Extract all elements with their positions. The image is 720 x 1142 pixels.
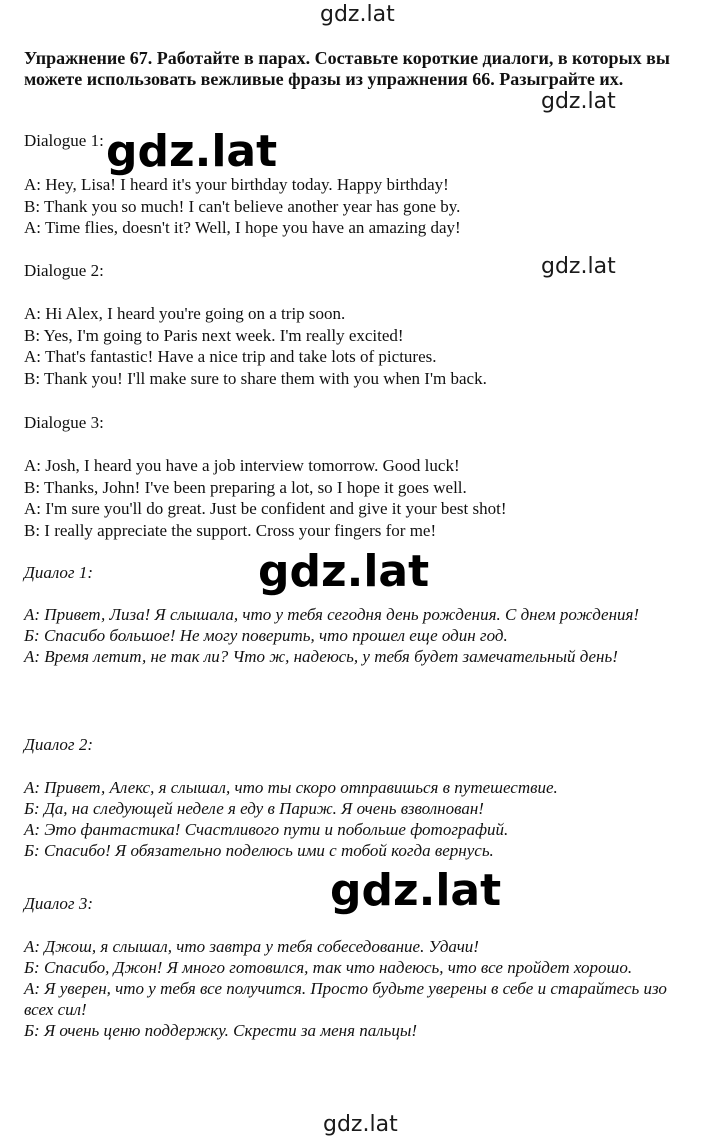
- dialog-ru-3-heading: Диалог 3:: [24, 894, 93, 913]
- dialogue-line: B: I really appreciate the support. Cross your fingers for me!: [24, 520, 437, 540]
- watermark-bottom: gdz.lat: [323, 1112, 398, 1137]
- dialogue-line: B: Thank you so much! I can't believe another year has gone by.: [24, 196, 461, 216]
- dialog-ru-1-body: [24, 604, 684, 667]
- dialogue-1-heading: Dialogue 1:: [24, 131, 104, 150]
- dialogue-line: Б: Спасибо большое! Не могу поверить, что прошел еще один год.: [24, 626, 508, 645]
- dialogue-line: А: Привет, Лиза! Я слышала, что у тебя сегодня день рождения. С днем рождения!: [24, 605, 640, 624]
- dialogue-2-body: [24, 303, 684, 389]
- dialogue-3-body: [24, 455, 684, 541]
- dialogue-line: B: Yes, I'm going to Paris next week. I'm really excited!: [24, 325, 404, 345]
- dialogue-line: A: Time flies, doesn't it? Well, I hope you have an amazing day!: [24, 218, 461, 237]
- dialogue-line: А: Это фантастика! Счастливого пути и побольше фотографий.: [24, 820, 509, 839]
- dialogue-line: Б: Да, на следующей неделе я еду в Париж. Я очень взволнован!: [24, 799, 484, 818]
- watermark-large-3: gdz.lat: [330, 865, 502, 916]
- dialogue-line: А: Привет, Алекс, я слышал, что ты скоро отправишься в путешествие.: [24, 778, 558, 797]
- exercise-title: Упражнение 67. Работайте в парах. Составьте короткие диалоги, в которых вы можете использовать вежливые фразы из упражнения 66. Разыграйте их.: [24, 48, 670, 89]
- dialogue-line: Б: Я очень ценю поддержку. Скрести за меня пальцы!: [24, 1021, 418, 1040]
- dialogue-line: А: Время летит, не так ли? Что ж, надеюсь, у тебя будет замечательный день!: [24, 647, 618, 666]
- dialog-ru-3-body: [24, 936, 684, 1041]
- watermark-large-2: gdz.lat: [258, 546, 430, 597]
- dialogue-3-heading: Dialogue 3:: [24, 413, 104, 432]
- watermark-d2: gdz.lat: [541, 254, 616, 279]
- watermark-title: gdz.lat: [541, 89, 616, 114]
- dialog-ru-2-heading: Диалог 2:: [24, 735, 93, 754]
- dialogue-line: Б: Спасибо, Джон! Я много готовился, так что надеюсь, что все пройдет хорошо.: [24, 958, 633, 977]
- dialogue-2-heading: Dialogue 2:: [24, 261, 104, 280]
- dialogue-line: A: That's fantastic! Have a nice trip and take lots of pictures.: [24, 347, 437, 366]
- dialogue-line: A: I'm sure you'll do great. Just be confident and give it your best shot!: [24, 499, 507, 518]
- dialogue-line: А: Я уверен, что у тебя все получится. Просто будьте уверены в себе и старайтесь изо всех сил!: [24, 979, 667, 1019]
- dialog-ru-1-heading: Диалог 1:: [24, 563, 93, 582]
- dialogue-line: B: Thanks, John! I've been preparing a lot, so I hope it goes well.: [24, 477, 467, 497]
- dialogue-line: А: Джош, я слышал, что завтра у тебя собеседование. Удачи!: [24, 937, 479, 956]
- dialogue-line: A: Hi Alex, I heard you're going on a trip soon.: [24, 304, 346, 323]
- dialogue-line: A: Josh, I heard you have a job interview tomorrow. Good luck!: [24, 456, 460, 475]
- dialog-ru-2-body: [24, 777, 684, 861]
- watermark-large-1: gdz.lat: [106, 126, 278, 177]
- dialogue-1-body: [24, 174, 684, 239]
- dialogue-line: Б: Спасибо! Я обязательно поделюсь ими с тобой когда вернусь.: [24, 841, 494, 860]
- dialogue-line: B: Thank you! I'll make sure to share them with you when I'm back.: [24, 368, 487, 388]
- watermark-top: gdz.lat: [320, 2, 395, 27]
- dialogue-line: A: Hey, Lisa! I heard it's your birthday today. Happy birthday!: [24, 175, 449, 194]
